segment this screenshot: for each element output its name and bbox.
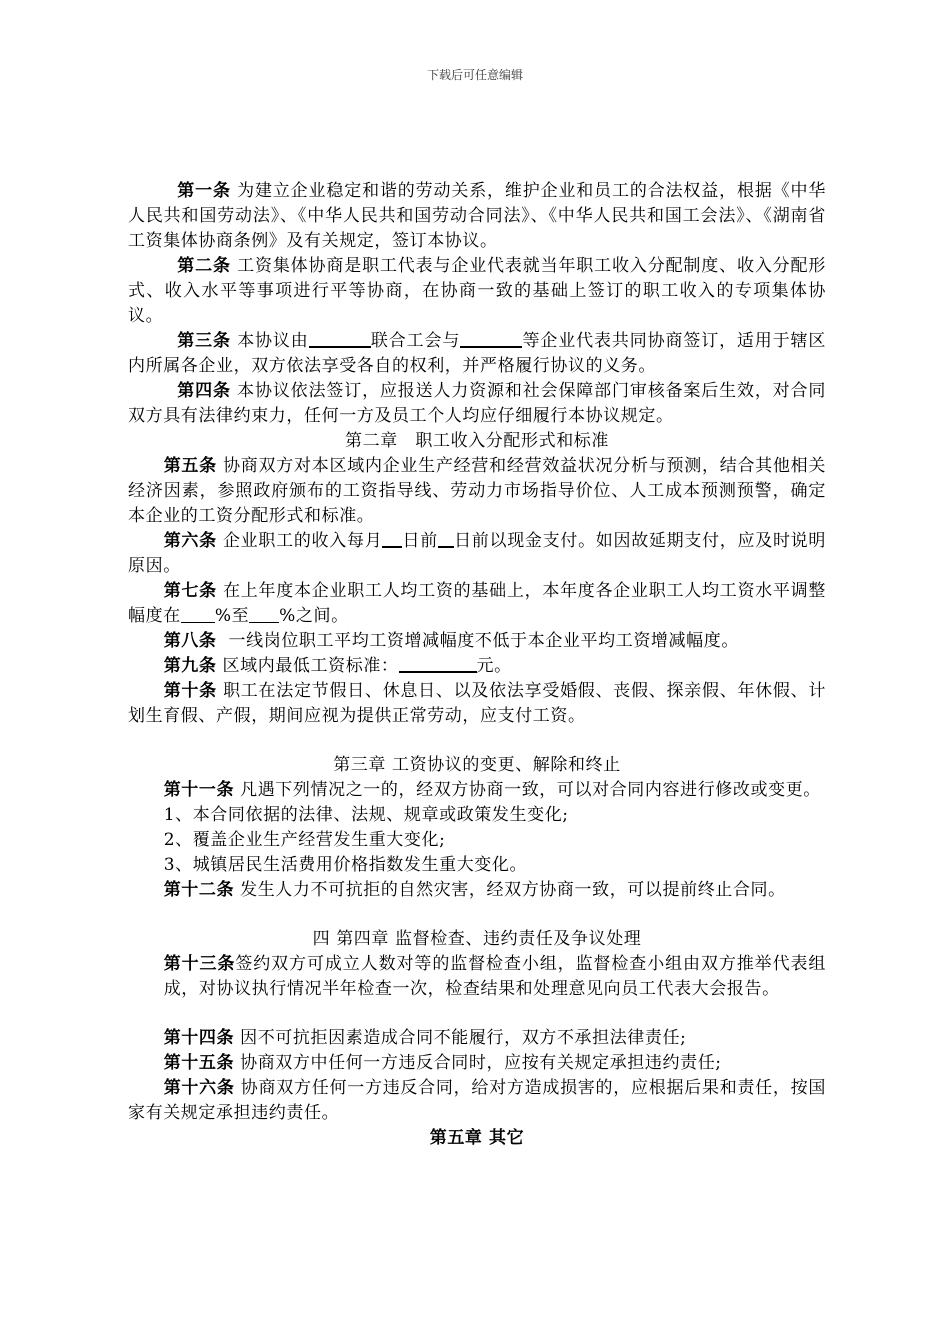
article-14 [128, 1026, 826, 1051]
article-text: 本协议依法签订，应报送人力资源和社会保障部门审核备案后生效，对合同双方具有法律约束力，任何一方及员工个人均应仔细履行本协议规定。 [128, 381, 826, 426]
article-text: %至 [214, 606, 250, 626]
article-16 [128, 1076, 826, 1126]
article-label: 第八条 [163, 631, 217, 651]
article-label: 第十四条 [163, 1028, 235, 1048]
article-5 [128, 454, 826, 529]
article-10 [128, 679, 826, 729]
article-label: 第一条 [177, 181, 231, 201]
article-text: 联合工会与 [370, 331, 461, 351]
fill-in-blank [249, 606, 279, 623]
article-label: 第五条 [163, 456, 217, 476]
chapter-3-heading: 第三章 工资协议的变更、解除和终止 [333, 755, 621, 775]
article-2 [128, 254, 826, 329]
article-label: 第二条 [177, 256, 231, 276]
fill-in-blank [460, 330, 522, 348]
article-label: 第十一条 [163, 780, 235, 800]
article-text: 为建立企业稳定和谐的劳动关系，维护企业和员工的合法权益，根据《中华人民共和国劳动法》、《中华人民共和国劳动合同法》、《中华人民共和国工会法》、《湖南省工资集体协商条例》及有关规定，签订本协议。 [128, 181, 826, 251]
fill-in-blank [309, 330, 371, 348]
article-label: 第十六条 [163, 1078, 235, 1098]
article-text: 一线岗位职工平均工资增减幅度不低于本企业平均工资增减幅度。 [228, 631, 739, 651]
article-text: 在上年度本企业职工人均工资的基础上，本年度各企业职工人均工资水平调整幅度在 [128, 581, 826, 626]
article-label: 第十二条 [163, 880, 235, 900]
article-text: 区域内最低工资标准： [222, 656, 399, 676]
article-text: 因不可抗拒因素造成合同不能履行，双方不承担法律责任; [240, 1028, 687, 1048]
article-label: 第七条 [163, 581, 217, 601]
fill-in-blank [438, 530, 454, 548]
chapter-2-heading: 第二章 职工收入分配形式和标准 [345, 431, 609, 451]
article-13 [128, 952, 826, 1002]
article-label: 第九条 [163, 656, 217, 676]
article-4 [128, 379, 826, 429]
article-7 [128, 579, 826, 629]
article-text: 职工在法定节假日、休息日、以及依法享受婚假、丧假、探亲假、年休假、计划生育假、产假，期间应视为提供正常劳动，应支付工资。 [128, 681, 826, 726]
article-15 [128, 1051, 826, 1076]
spacer [128, 903, 826, 927]
article-text: 发生人力不可抗拒的自然灾害，经双方协商一致，可以提前终止合同。 [240, 880, 786, 900]
article-text: 协商双方中任何一方违反合同时，应按有关规定承担违约责任; [240, 1053, 722, 1073]
article-text: 元。 [476, 656, 512, 676]
article-text: 等企业代表共同协商签订，适用于辖区内所属各企业，双方依法享受各自的权利，并严格履行协议的义务。 [128, 331, 826, 376]
list-item: 3、城镇居民生活费用价格指数发生重大变化。 [163, 855, 528, 875]
article-text: 本协议由 [237, 331, 309, 351]
article-11 [128, 778, 826, 803]
article-text: 日前以现金支付。如因故延期支付，应及时说明原因。 [128, 531, 826, 576]
article-text: 凡遇下列情况之一的，经双方协商一致，可以对合同内容进行修改或变更。 [240, 780, 821, 800]
article-label: 第十条 [163, 681, 217, 701]
fill-in-blank [181, 606, 215, 623]
document-body [128, 179, 826, 1151]
article-1 [128, 179, 826, 254]
fill-in-blank [399, 655, 477, 673]
article-label: 第四条 [177, 381, 231, 401]
article-text: 协商双方对本区域内企业生产经营和经营效益状况分析与预测，结合其他相关经济因素，参照政府颁布的工资指导线、劳动力市场指导价位、人工成本预测预警，确定本企业的工资分配形式和标准。 [128, 456, 826, 526]
article-label: 第十三条 [163, 954, 236, 974]
article-12 [128, 878, 826, 903]
article-text: 协商双方任何一方违反合同，给对方造成损害的，应根据后果和责任，按国家有关规定承担违约责任。 [128, 1078, 826, 1123]
article-label: 第六条 [163, 531, 217, 551]
list-item: 1、本合同依据的法律、法规、规章或政策发生变化; [163, 805, 569, 825]
article-text: 企业职工的收入每月 [222, 531, 383, 551]
chapter-4-heading: 四 第四章 监督检查、违约责任及争议处理 [312, 929, 642, 949]
fill-in-blank [382, 530, 402, 548]
article-text: 工资集体协商是职工代表与企业代表就当年职工收入分配制度、收入分配形式、收入水平等事项进行平等协商，在协商一致的基础上签订的职工收入的专项集体协议。 [128, 256, 826, 326]
article-9 [128, 654, 826, 679]
article-label: 第十五条 [163, 1053, 235, 1073]
article-label: 第三条 [177, 331, 231, 351]
article-3 [128, 329, 826, 379]
article-text: 签约双方可成立人数对等的监督检查小组，监督检查小组由双方推举代表组成，对协议执行情况半年检查一次，检查结果和处理意见向员工代表大会报告。 [163, 954, 826, 999]
chapter-5-heading: 第五章 其它 [429, 1128, 525, 1148]
list-item: 2、覆盖企业生产经营发生重大变化; [163, 830, 446, 850]
article-text: 日前 [402, 531, 438, 551]
article-8 [128, 629, 826, 654]
spacer [128, 1002, 826, 1026]
spacer [128, 729, 826, 753]
header-note: 下载后可任意编辑 [426, 68, 523, 82]
article-6 [128, 529, 826, 579]
article-text: %之间。 [279, 606, 349, 626]
